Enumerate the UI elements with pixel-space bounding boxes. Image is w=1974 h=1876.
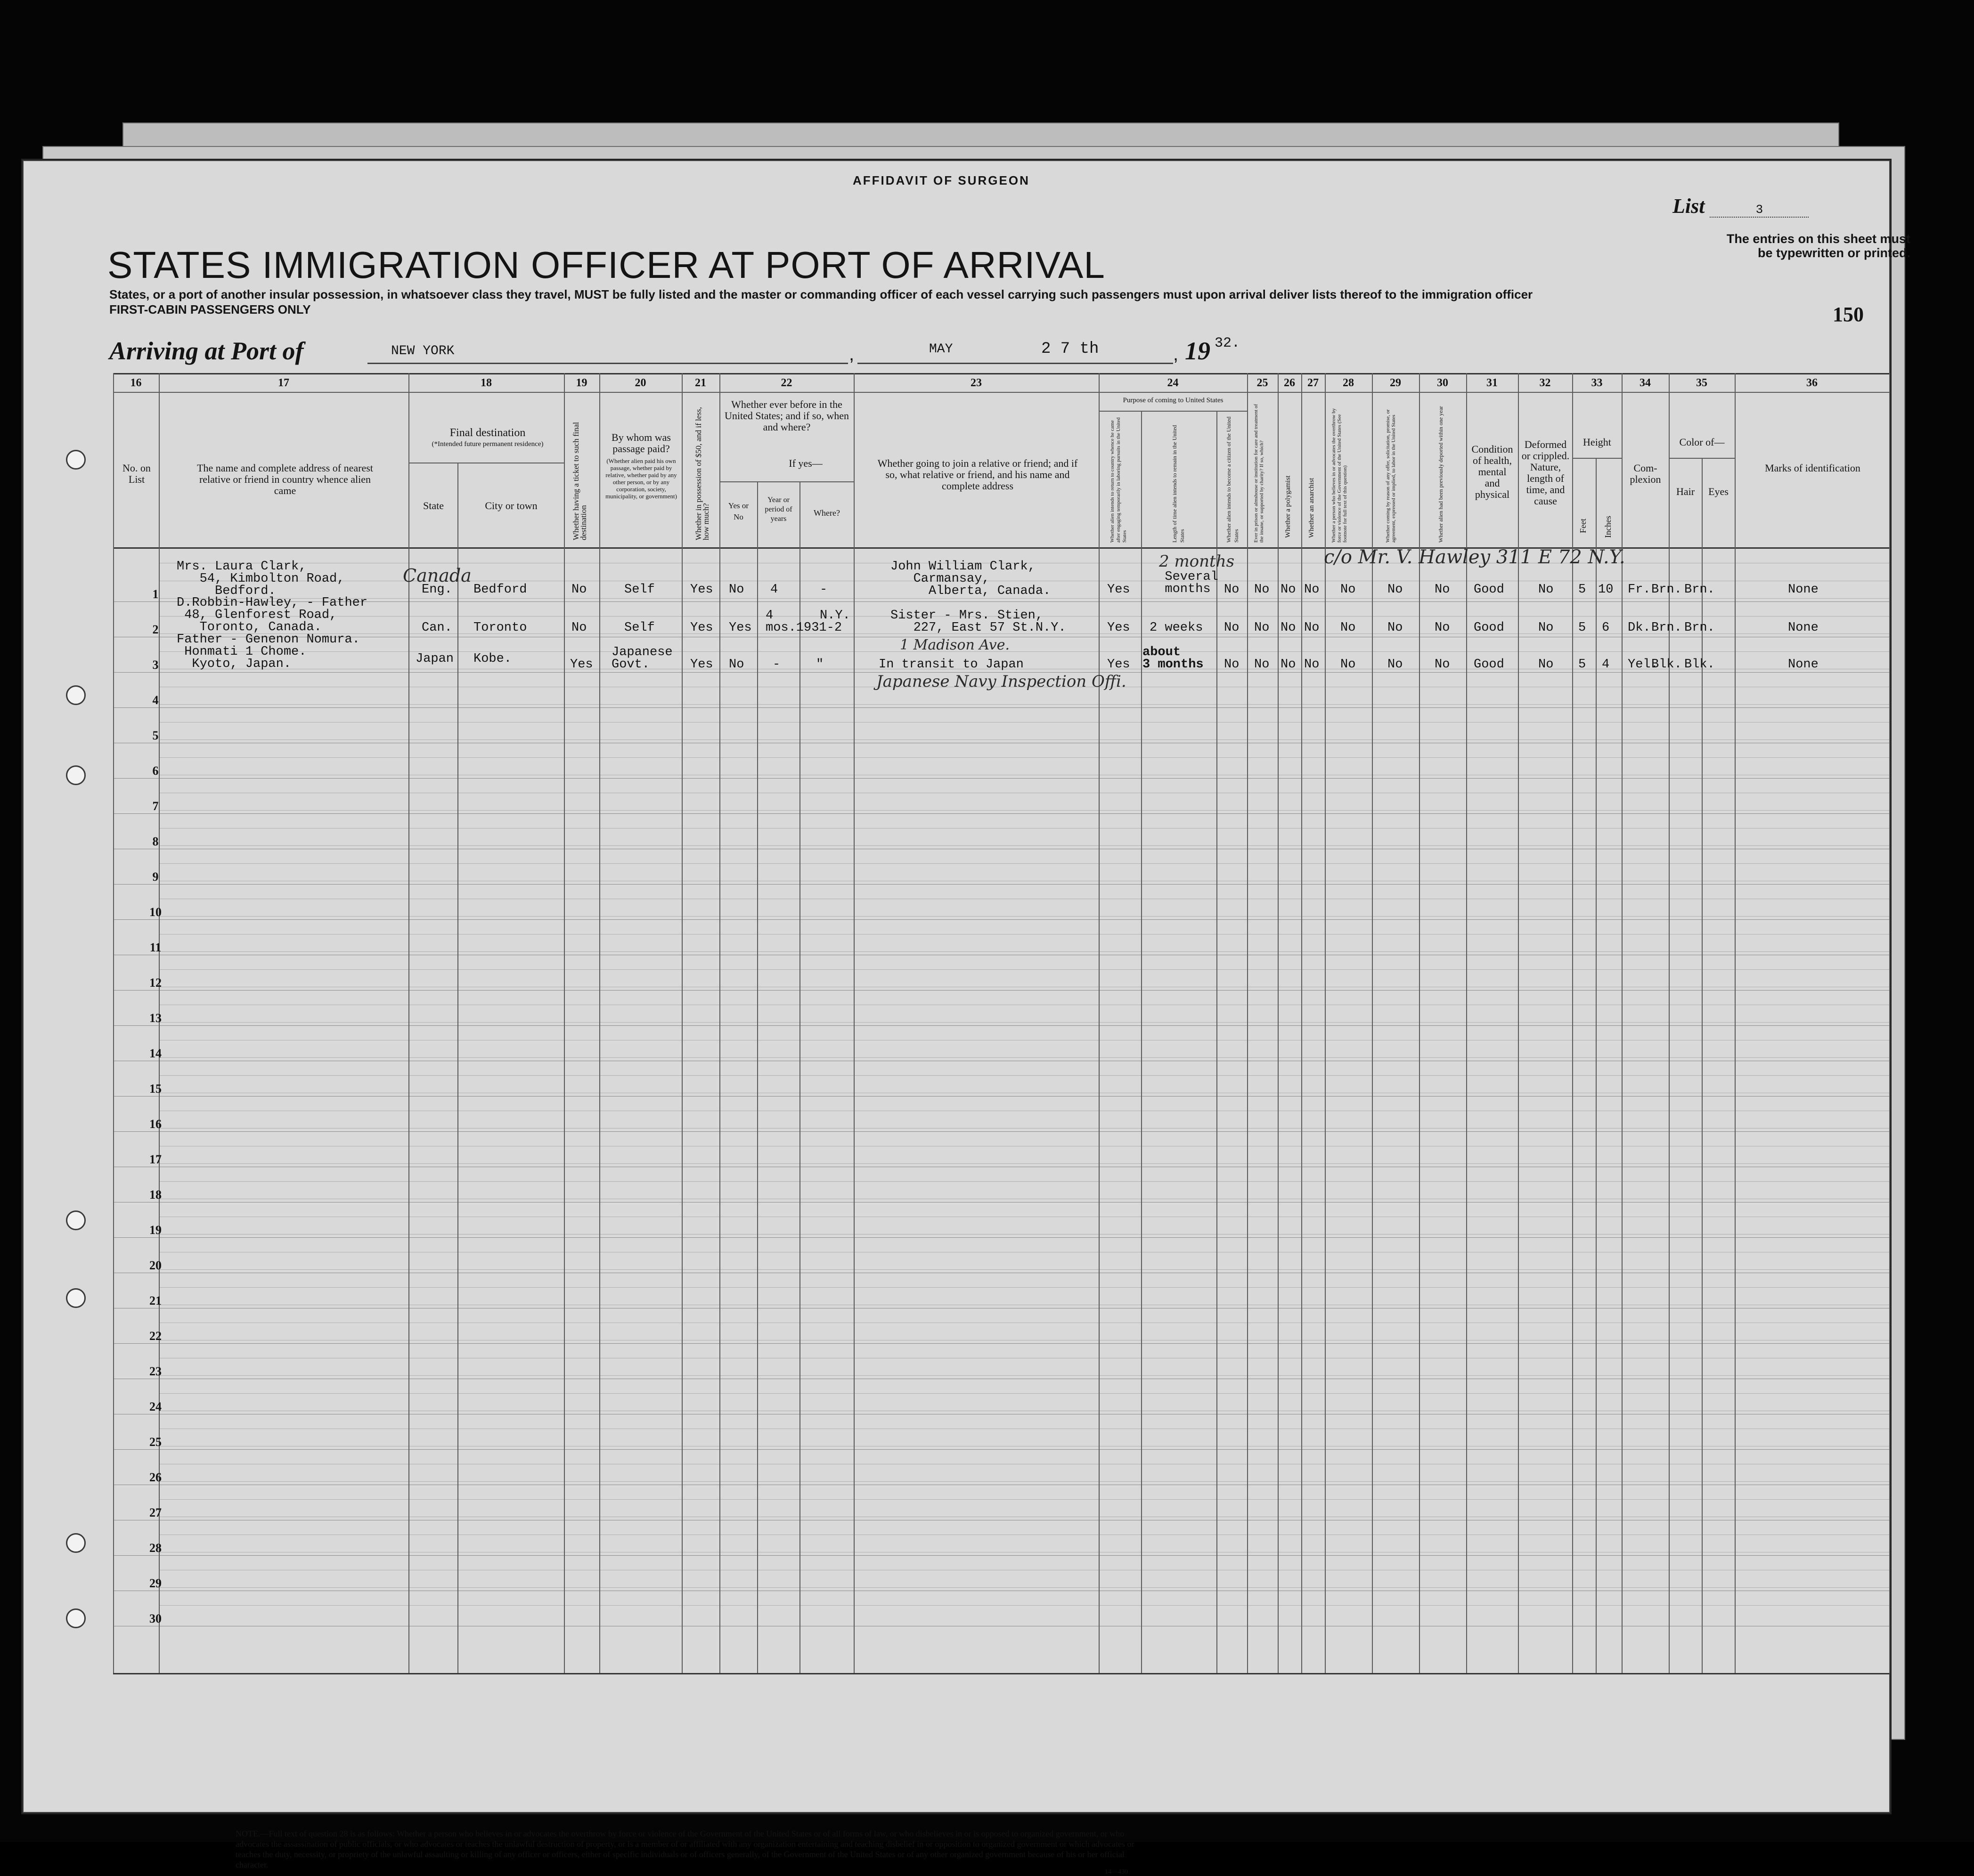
cell-p-citizen: No: [1224, 583, 1240, 597]
page-title: STATES IMMIGRATION OFFICER AT PORT OF ARRIVAL: [107, 244, 1105, 286]
handwritten-annotation: c/o Mr. V. Hawley 311 E 72 N.Y.: [1324, 546, 1625, 568]
header-height: Height: [1583, 436, 1611, 448]
instructions-text: States, or a port of another insular possession, in whatsoever class they travel, MUST be fully listed and the master or commanding officer of each vessel carrying such passengers must upon arrival deliver lists thereof to the immigration officer: [109, 287, 1533, 301]
col-rule: [1419, 373, 1420, 1673]
list-number: 3: [1710, 203, 1809, 218]
handwritten-state: Canada: [403, 565, 472, 586]
page-number: 150: [1833, 303, 1864, 326]
row-number: 17: [149, 1153, 162, 1166]
binder-hole: [66, 450, 86, 470]
header-passage-paid: [604, 432, 678, 500]
column-number: 23: [971, 377, 982, 389]
header-inches: Inches: [1603, 516, 1613, 538]
cell-years: 4: [770, 583, 778, 597]
header-p-return: Whether alien intends to return to country whence he came after engaging temporarily in laboring pursuits in the United States: [1109, 417, 1127, 543]
header-complexion: Com- plexion: [1630, 462, 1661, 485]
column-number: 22: [781, 377, 792, 389]
ruling-line: [159, 1287, 1889, 1288]
col-rule: [1735, 373, 1736, 1673]
cell-polygamist: No: [1281, 658, 1296, 672]
ruling-line: [159, 1057, 1889, 1058]
col-rule: [599, 373, 600, 1673]
binder-hole: [66, 765, 86, 785]
port-underline: [367, 363, 848, 364]
ruling-line: [159, 863, 1889, 864]
cell-deported: No: [1435, 583, 1450, 597]
ruling-line: [159, 1481, 1889, 1482]
cell-feet: 5: [1578, 621, 1586, 635]
column-number: 33: [1591, 377, 1603, 389]
cell-city: Bedford: [473, 583, 527, 597]
column-number: 36: [1806, 377, 1818, 389]
ruling-line: [159, 1075, 1889, 1076]
col-rule: [1622, 373, 1623, 1673]
row-number: 23: [149, 1364, 162, 1378]
row-number: 2: [152, 623, 159, 636]
col-rule: [113, 373, 114, 1673]
cell-joining: Sister - Mrs. Stien, 227, East 57 St.N.Y.: [890, 609, 1066, 635]
row-rule: [113, 1237, 1889, 1238]
col-rule: [1301, 373, 1302, 1673]
col-rule: [719, 373, 720, 1673]
manifest-sheet: [23, 160, 1910, 1876]
cell-deformed: No: [1538, 583, 1554, 597]
header-sub-rule: [1099, 411, 1247, 412]
cell-deported: No: [1435, 621, 1450, 635]
header-yes-or-no: Yes or No: [728, 501, 749, 521]
cell-state: Can.: [422, 621, 452, 635]
col-rule: [1216, 411, 1217, 1673]
table-bottom-border: [113, 1673, 1889, 1674]
affidavit-heading: AFFIDAVIT OF SURGEON: [853, 173, 1030, 187]
column-number: 16: [130, 377, 142, 389]
cell-hair: Brn.: [1651, 621, 1682, 635]
cabin-class-label: FIRST-CABIN PASSENGERS ONLY: [109, 302, 311, 317]
cell-p-length: 2 weeks: [1150, 621, 1203, 635]
header-no-on-list: No. on List: [122, 462, 151, 485]
passage-paid-title: By whom was passage paid?: [612, 431, 671, 455]
row-number: 21: [149, 1294, 162, 1308]
ruling-line: [159, 1163, 1889, 1164]
cell-paid: Japanese Govt.: [612, 645, 673, 672]
row-number: 25: [149, 1435, 162, 1449]
row-number: 24: [149, 1400, 162, 1413]
header-sub-rule: [719, 481, 854, 482]
header-final-destination: [415, 427, 561, 450]
row-number: 20: [149, 1259, 162, 1272]
col-rule: [457, 463, 458, 1673]
date-underline: [857, 363, 1173, 364]
col-rule: [1141, 411, 1142, 1673]
header-p-citizen: Whether alien intends to become a citizen of the United States: [1225, 416, 1240, 543]
cell-prison: No: [1254, 621, 1270, 635]
header-feet: Feet: [1578, 519, 1588, 533]
header-anarchist: Whether an anarchist: [1308, 478, 1315, 538]
column-number: 28: [1343, 377, 1354, 389]
cell-feet: 5: [1578, 658, 1586, 672]
cell-inches: 6: [1602, 621, 1610, 635]
column-number: 35: [1696, 377, 1707, 389]
cell-possession: Yes: [690, 621, 713, 635]
col-rule: [1518, 373, 1519, 1673]
col-rule: [564, 373, 565, 1673]
cell-prison: No: [1254, 658, 1270, 672]
ruling-line: [159, 1128, 1889, 1129]
cell-complexion: Yel.: [1628, 658, 1658, 672]
row-number: 5: [152, 729, 159, 742]
col-rule: [682, 373, 683, 1673]
col-rule: [1278, 373, 1279, 1673]
cell-p-citizen: No: [1224, 658, 1240, 672]
cell-ticket: No: [571, 583, 587, 597]
arriving-label: Arriving at Port of: [109, 337, 304, 365]
comma: ,: [1173, 344, 1179, 365]
row-rule: [113, 990, 1889, 991]
row-rule: [113, 919, 1889, 920]
row-number: 29: [149, 1576, 162, 1590]
column-number: 24: [1167, 377, 1179, 389]
cell-joining: In transit to Japan: [879, 658, 1024, 672]
cell-complexion: Fr.: [1628, 583, 1651, 597]
cell-polygamist: No: [1281, 621, 1296, 635]
cell-eyes: Blk.: [1684, 658, 1715, 672]
ruling-line: [159, 1605, 1889, 1606]
cell-joining: John William Clark, Carmansay, Alberta, Canada.: [890, 560, 1051, 598]
binder-hole: [66, 1210, 86, 1230]
row-rule: [113, 884, 1889, 885]
binder-hole: [66, 1288, 86, 1308]
handwritten-length: 2 months: [1159, 552, 1235, 571]
row-number: 1: [152, 587, 159, 601]
row-number: 26: [149, 1470, 162, 1484]
ruling-line: [159, 1499, 1889, 1500]
cell-p-return: Yes: [1107, 583, 1130, 597]
cell-ever: No: [729, 583, 744, 597]
row-rule: [113, 601, 1889, 602]
column-number-rule: [113, 392, 1889, 393]
header-year-period: Year or period of years: [765, 496, 792, 523]
cell-ever: Yes: [729, 621, 752, 635]
cell-overthrow: No: [1340, 621, 1356, 635]
cell-hair: Brn.: [1651, 583, 1682, 597]
cell-relative: Father - Genenon Nomura. Honmati 1 Chome. Kyoto, Japan.: [177, 633, 360, 671]
header-if-yes: If yes—: [789, 457, 823, 469]
header-sub-rule: [1669, 458, 1735, 459]
row-number: 27: [149, 1506, 162, 1519]
ruling-line: [159, 1375, 1889, 1376]
header-deported: Whether alien had been previously deported within one year: [1437, 406, 1444, 543]
cell-marks: None: [1788, 583, 1819, 597]
column-number: 26: [1284, 377, 1295, 389]
column-number: 19: [576, 377, 587, 389]
cell-possession: Yes: [690, 658, 713, 672]
col-rule: [854, 373, 855, 1673]
row-rule: [113, 1343, 1889, 1344]
table-top-border: [113, 373, 1889, 374]
row-rule: [113, 778, 1889, 779]
row-rule: [113, 1449, 1889, 1450]
cell-p-return: Yes: [1107, 621, 1130, 635]
cell-city: Kobe.: [473, 652, 512, 666]
row-number: 8: [152, 835, 159, 848]
column-number: 31: [1486, 377, 1498, 389]
header-joining: Whether going to join a relative or friend; and if so, what relative or friend, and his name and complete address: [877, 457, 1078, 492]
ruling-line: [159, 704, 1889, 705]
list-number-field: [1672, 194, 1809, 218]
header-nearest-relative: The name and complete address of nearest relative or friend in country whence alien came: [197, 462, 373, 496]
column-number: 34: [1640, 377, 1651, 389]
arrival-month: MAY: [929, 342, 953, 357]
col-rule: [1325, 373, 1326, 1673]
cell-health: Good: [1474, 658, 1504, 672]
cell-state: Eng.: [422, 583, 452, 597]
header-p-length: Length of time alien intends to remain in the United States: [1171, 425, 1185, 543]
ruling-line: [159, 1181, 1889, 1182]
row-number: 16: [149, 1117, 162, 1131]
cell-inches: 10: [1598, 583, 1614, 597]
row-number: 18: [149, 1188, 162, 1202]
header-marks: Marks of identification: [1765, 462, 1860, 474]
cell-ticket: Yes: [570, 658, 593, 672]
header-purpose: Purpose of coming to United States: [1123, 397, 1224, 404]
ruling-line: [159, 916, 1889, 917]
row-number: 6: [152, 764, 159, 778]
handwritten-note: Japanese Navy Inspection Offi.: [876, 672, 1126, 691]
header-offer: Whether coming by reason of any offer, solicitation, promise, or agreement, expressed or implied, to labor in the United States: [1385, 409, 1396, 543]
cell-eyes: Brn.: [1684, 583, 1715, 597]
col-rule: [1889, 373, 1890, 1673]
cell-years: 4 mos.1931-2: [766, 609, 842, 635]
cell-offer: No: [1387, 583, 1403, 597]
cell-feet: 5: [1578, 583, 1586, 597]
row-number: 10: [149, 905, 162, 919]
ruling-line: [159, 739, 1889, 740]
cell-p-citizen: No: [1224, 621, 1240, 635]
col-rule: [1572, 373, 1573, 1673]
header-ticket: Whether having a ticket to such final destination: [571, 422, 588, 540]
header-state: State: [423, 500, 444, 512]
row-number: 22: [149, 1329, 162, 1343]
column-number: 27: [1307, 377, 1319, 389]
cell-years: -: [773, 658, 781, 672]
col-rule: [1466, 373, 1467, 1673]
cell-inches: 4: [1602, 658, 1610, 672]
ruling-line: [159, 1269, 1889, 1270]
comma: ,: [849, 344, 855, 365]
year-prefix: 19: [1185, 337, 1210, 365]
header-hair: Hair: [1676, 486, 1695, 497]
header-overthrow: Whether a person who believes in or advocates the overthrow by force or violence of the Government of the United States (See footnote for full text of this question): [1331, 408, 1348, 543]
col-rule: [1669, 373, 1670, 1673]
binder-hole: [66, 685, 86, 705]
ruling-line: [159, 845, 1889, 846]
cell-relative: D.Robbin-Hawley, - Father 48, Glenforest Road, Toronto, Canada.: [177, 596, 368, 634]
cell-city: Toronto: [473, 621, 527, 635]
handwritten-address: 1 Madison Ave.: [900, 637, 1010, 653]
cell-complexion: Dk.: [1628, 621, 1651, 635]
ruling-line: [159, 598, 1889, 599]
ruling-line: [159, 1587, 1889, 1588]
row-number: 7: [152, 799, 159, 813]
binder-hole: [66, 1608, 86, 1628]
ruling-line: [159, 810, 1889, 811]
row-rule: [113, 1025, 1889, 1026]
row-rule: [113, 707, 1889, 708]
cell-state: Japan: [416, 652, 454, 666]
col-rule: [1596, 458, 1597, 1673]
cell-p-length: about 3 months: [1142, 645, 1204, 672]
binder-hole: [66, 1533, 86, 1553]
ruling-line: [159, 722, 1889, 723]
cell-anarchist: No: [1304, 583, 1320, 597]
cell-ever: No: [729, 658, 744, 672]
col-rule: [1372, 373, 1373, 1673]
header-deformed: Deformed or crippled. Nature, length of time, and cause: [1521, 439, 1570, 507]
cell-health: Good: [1474, 583, 1504, 597]
cell-paid: Self: [624, 621, 655, 635]
cell-eyes: Brn.: [1684, 621, 1715, 635]
year-suffix: 32.: [1215, 335, 1240, 351]
ruling-line: [159, 1393, 1889, 1394]
header-sub-rule: [1572, 458, 1622, 459]
header-prison: Ever in prison or almshouse or institution for care and treatment of the insane, or supported by charity? If so, which?: [1253, 404, 1264, 543]
col-rule: [757, 481, 758, 1673]
row-number: 11: [149, 941, 162, 954]
cell-offer: No: [1387, 658, 1403, 672]
header-city: City or town: [485, 500, 538, 512]
cell-where: N.Y.: [820, 609, 850, 623]
cell-hair: Blk.: [1651, 658, 1682, 672]
typewrite-note-line: be typewritten or printed.: [1757, 246, 1910, 260]
final-destination-note: (*Intended future permanent residence): [432, 440, 544, 448]
header-eyes: Eyes: [1708, 486, 1729, 497]
cell-deformed: No: [1538, 658, 1554, 672]
header-ever-before: Whether ever before in the United States; and if so, when and where?: [725, 398, 849, 433]
cell-overthrow: No: [1340, 658, 1356, 672]
column-number: 20: [635, 377, 646, 389]
cell-offer: No: [1387, 621, 1403, 635]
row-number: 13: [149, 1011, 162, 1025]
row-rule: [113, 1131, 1889, 1132]
cell-marks: None: [1788, 621, 1819, 635]
port-of-arrival: NEW YORK: [391, 344, 455, 358]
cell-paid: Self: [624, 583, 655, 597]
cell-marks: None: [1788, 658, 1819, 672]
column-number: 18: [481, 377, 492, 389]
cell-deported: No: [1435, 658, 1450, 672]
column-number: 17: [278, 377, 289, 389]
col-rule: [1099, 373, 1100, 1673]
cell-polygamist: No: [1281, 583, 1296, 597]
arrival-day: 2 7 th: [1041, 340, 1099, 358]
row-number: 30: [149, 1612, 162, 1625]
ruling-line: [159, 951, 1889, 952]
row-number: 28: [149, 1541, 162, 1555]
row-number: 15: [149, 1082, 162, 1096]
column-number: 32: [1539, 377, 1551, 389]
cell-possession: Yes: [690, 583, 713, 597]
cell-anarchist: No: [1304, 658, 1320, 672]
header-polygamist: Whether a polygamist: [1284, 475, 1292, 538]
row-rule: [113, 1555, 1889, 1556]
ruling-line: [159, 969, 1889, 970]
column-number: 30: [1437, 377, 1448, 389]
column-number: 29: [1390, 377, 1401, 389]
col-rule: [1247, 373, 1248, 1673]
row-number: 9: [152, 870, 159, 884]
row-number: 14: [149, 1047, 162, 1060]
col-rule: [799, 481, 800, 1673]
row-rule: [113, 813, 1889, 814]
cell-prison: No: [1254, 583, 1270, 597]
header-possession: Whether in possession of $50, and if less, how much?: [694, 407, 710, 540]
row-number: 19: [149, 1223, 162, 1237]
row-number: 4: [152, 693, 159, 707]
header-where: Where?: [814, 508, 840, 518]
list-label: List: [1672, 195, 1705, 218]
col-rule: [1702, 458, 1703, 1673]
typewrite-note: [1628, 232, 1910, 260]
row-number: 3: [152, 658, 159, 672]
cell-health: Good: [1474, 621, 1504, 635]
column-number: 21: [695, 377, 706, 389]
column-number: 25: [1256, 377, 1268, 389]
typewrite-note-line: The entries on this sheet must: [1726, 232, 1910, 246]
header-health: Condition of health, mental and physical: [1471, 443, 1513, 500]
cell-where: ": [816, 658, 824, 672]
cell-p-length: Several months: [1165, 570, 1218, 596]
cell-overthrow: No: [1340, 583, 1356, 597]
passage-paid-note: (Whether alien paid his own passage, whether paid by relative, whether paid by any other person, or by any corporation, society, municipality, or government): [605, 457, 677, 500]
cell-deformed: No: [1538, 621, 1554, 635]
row-number: 12: [149, 976, 162, 990]
ruling-line: [159, 1022, 1889, 1023]
cell-p-return: Yes: [1107, 658, 1130, 672]
header-color-of: Color of—: [1679, 436, 1725, 448]
form-code: 14—430: [1105, 1868, 1128, 1876]
ruling-line: [159, 757, 1889, 758]
cell-relative: Mrs. Laura Clark, 54, Kimbolton Road, Bedford.: [177, 560, 345, 598]
cell-ticket: No: [571, 621, 587, 635]
footnote: NOTE.—Full text of question 28 is as follows: Whether a person who believes in or advocates the overthrow by force or violence of the Government of the United States or of all forms of law, or who disbelieves in or is opposed to organized government, or who advocates the assassination of public officials, or who advocates or teaches the unlawful destruction of property, or is a member of or affiliated with any organization entertaining and teaching disbelief in or opposition to organized government or which advocates or teaches the duty, necessity, or propriety of the unlawful assaulting or killing of any officer or officers, either of specific individuals or of officers generally, of the Government of the United States or of any other organized government because of his or her official character.: [236, 1829, 1134, 1869]
cell-anarchist: No: [1304, 621, 1320, 635]
cell-where: -: [820, 583, 828, 597]
final-destination-title: Final destination: [449, 427, 526, 439]
